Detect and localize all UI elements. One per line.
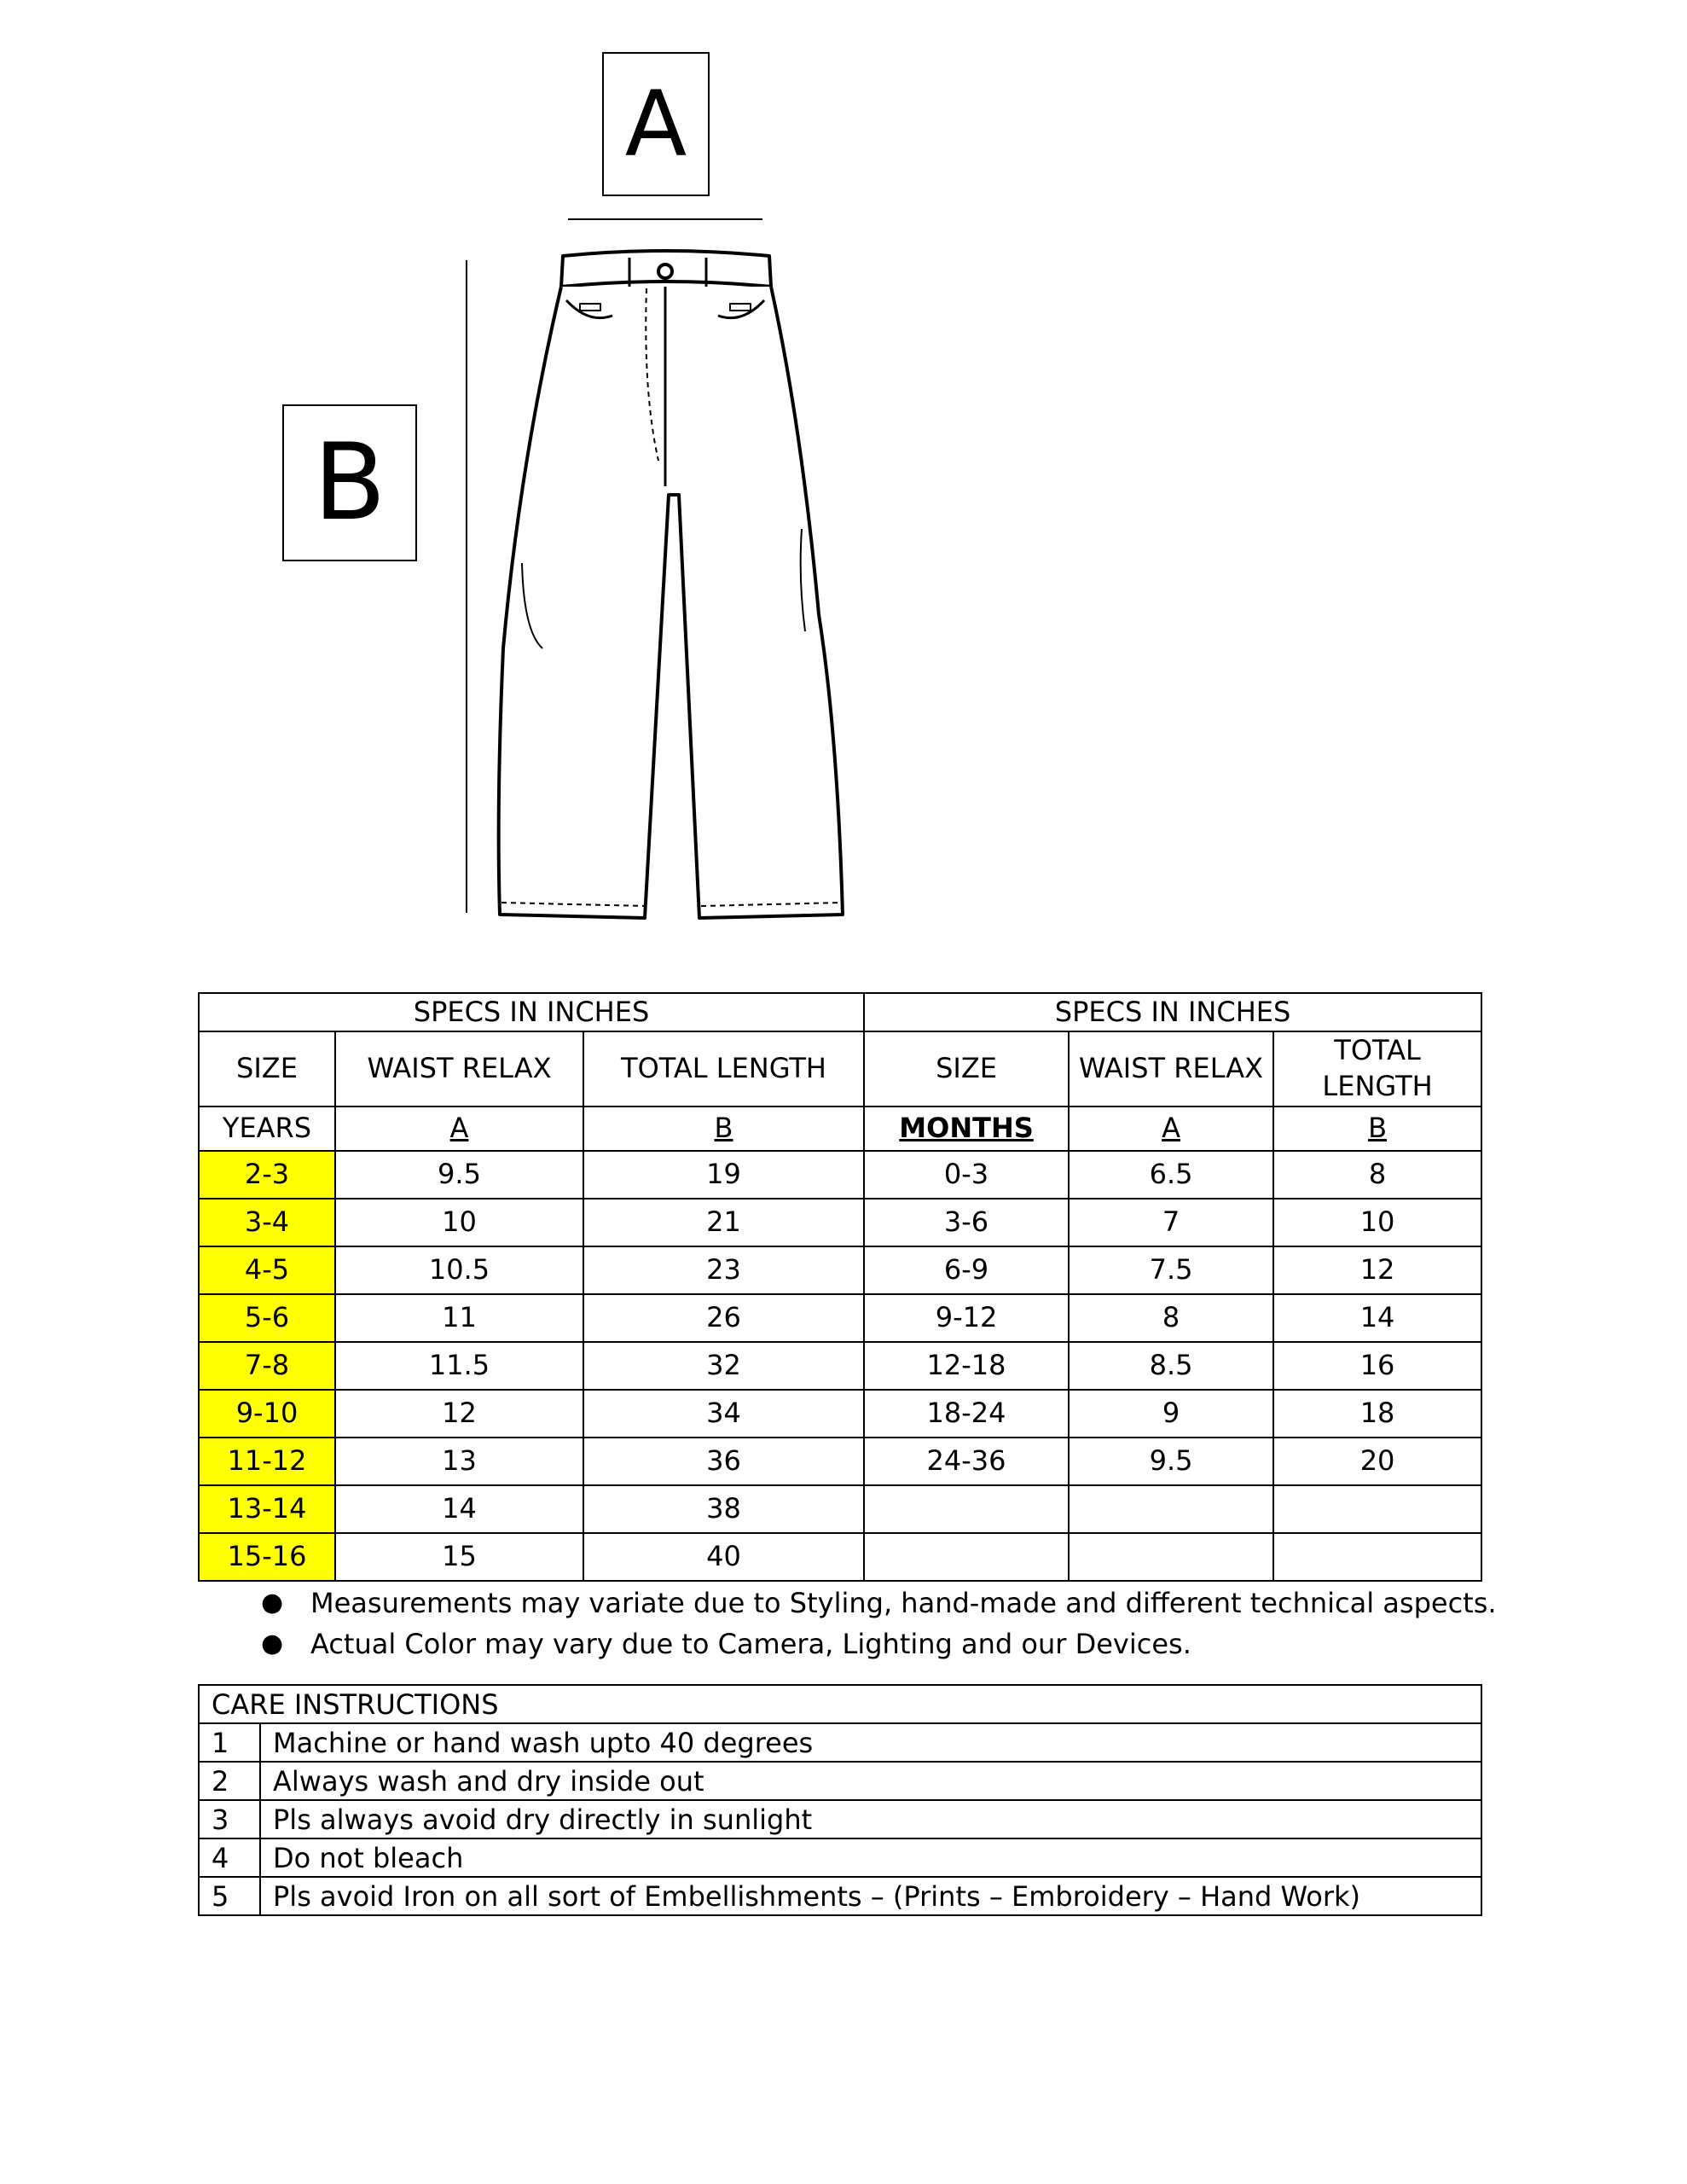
years-waist-cell: 11.5 [335, 1342, 583, 1390]
years-size-cell: 7-8 [199, 1342, 335, 1390]
size-specs-table [198, 992, 1482, 1582]
months-waist-cell: 8 [1069, 1294, 1273, 1342]
table-row [199, 1485, 1481, 1533]
years-length-cell: 32 [583, 1342, 864, 1390]
months-size-cell: 12-18 [864, 1342, 1069, 1390]
care-num: 3 [199, 1800, 260, 1838]
months-size-cell: 0-3 [864, 1151, 1069, 1199]
left-waist-code: A [335, 1107, 583, 1151]
table-row [199, 1838, 1481, 1877]
left-unit-years: YEARS [199, 1107, 335, 1151]
table-row [199, 1151, 1481, 1199]
table-row [199, 1800, 1481, 1838]
months-waist-cell: 9 [1069, 1390, 1273, 1438]
care-text: Always wash and dry inside out [260, 1762, 1481, 1800]
bullet-icon: ● [261, 1629, 284, 1658]
trousers-sketch [461, 205, 870, 956]
table-row [199, 1294, 1481, 1342]
left-col-waist: WAIST RELAX [335, 1031, 583, 1107]
years-size-cell: 5-6 [199, 1294, 335, 1342]
table-header-row [199, 993, 1481, 1031]
months-waist-cell: 7.5 [1069, 1246, 1273, 1294]
left-col-size: SIZE [199, 1031, 335, 1107]
table-row [199, 1342, 1481, 1390]
months-size-cell: 24-36 [864, 1438, 1069, 1485]
years-waist-cell: 15 [335, 1533, 583, 1581]
table-row [199, 1762, 1481, 1800]
months-size-cell: 9-12 [864, 1294, 1069, 1342]
right-col-length [1273, 1031, 1481, 1107]
months-length-cell: 8 [1273, 1151, 1481, 1199]
care-num: 2 [199, 1762, 260, 1800]
care-instructions-table [198, 1684, 1482, 1916]
months-length-cell: 18 [1273, 1390, 1481, 1438]
notes-list [256, 1583, 1497, 1664]
months-waist-cell: 6.5 [1069, 1151, 1273, 1199]
right-col-length-line1: TOTAL [1334, 1034, 1421, 1067]
label-b-text: B [313, 421, 386, 544]
care-text: Machine or hand wash upto 40 degrees [260, 1723, 1481, 1762]
months-length-cell: 10 [1273, 1199, 1481, 1246]
months-size-cell: 18-24 [864, 1390, 1069, 1438]
table-row [199, 1877, 1481, 1915]
right-col-length-line2: LENGTH [1322, 1070, 1433, 1102]
right-unit-months: MONTHS [864, 1107, 1069, 1151]
left-specs-header: SPECS IN INCHES [199, 993, 864, 1031]
left-length-code: B [583, 1107, 864, 1151]
right-length-code: B [1273, 1107, 1481, 1151]
years-waist-cell: 12 [335, 1390, 583, 1438]
measurement-label-b [282, 404, 417, 561]
bullet-icon: ● [261, 1588, 284, 1618]
table-row [199, 1199, 1481, 1246]
years-waist-cell: 10.5 [335, 1246, 583, 1294]
years-waist-cell: 13 [335, 1438, 583, 1485]
years-waist-cell: 11 [335, 1294, 583, 1342]
years-waist-cell: 14 [335, 1485, 583, 1533]
years-length-cell: 40 [583, 1533, 864, 1581]
note-text: Measurements may variate due to Styling, hand-made and different technical aspects. [310, 1587, 1497, 1619]
months-size-cell: 6-9 [864, 1246, 1069, 1294]
table-row [199, 1390, 1481, 1438]
months-waist-cell: 8.5 [1069, 1342, 1273, 1390]
months-length-cell [1273, 1485, 1481, 1533]
months-length-cell: 14 [1273, 1294, 1481, 1342]
column-header-row [199, 1031, 1481, 1107]
months-size-cell: 3-6 [864, 1199, 1069, 1246]
table-row [199, 1438, 1481, 1485]
years-length-cell: 19 [583, 1151, 864, 1199]
years-length-cell: 23 [583, 1246, 864, 1294]
years-size-cell: 11-12 [199, 1438, 335, 1485]
years-length-cell: 26 [583, 1294, 864, 1342]
months-length-cell [1273, 1533, 1481, 1581]
months-size-cell [864, 1485, 1069, 1533]
months-size-cell [864, 1533, 1069, 1581]
months-length-cell: 20 [1273, 1438, 1481, 1485]
care-title: CARE INSTRUCTIONS [199, 1685, 1481, 1723]
care-text: Do not bleach [260, 1838, 1481, 1877]
table-row [199, 1723, 1481, 1762]
years-size-cell: 15-16 [199, 1533, 335, 1581]
care-text: Pls avoid Iron on all sort of Embellishments – (Prints – Embroidery – Hand Work) [260, 1877, 1481, 1915]
care-text: Pls always avoid dry directly in sunlight [260, 1800, 1481, 1838]
years-length-cell: 36 [583, 1438, 864, 1485]
label-a-text: A [624, 71, 687, 177]
months-waist-cell [1069, 1485, 1273, 1533]
list-item [256, 1583, 1497, 1623]
years-size-cell: 2-3 [199, 1151, 335, 1199]
measurement-label-a [602, 52, 710, 196]
right-specs-header: SPECS IN INCHES [864, 993, 1481, 1031]
note-text: Actual Color may vary due to Camera, Lighting and our Devices. [310, 1628, 1191, 1660]
months-waist-cell [1069, 1533, 1273, 1581]
months-waist-cell: 7 [1069, 1199, 1273, 1246]
care-num: 1 [199, 1723, 260, 1762]
months-waist-cell: 9.5 [1069, 1438, 1273, 1485]
years-waist-cell: 9.5 [335, 1151, 583, 1199]
years-size-cell: 3-4 [199, 1199, 335, 1246]
care-num: 5 [199, 1877, 260, 1915]
years-waist-cell: 10 [335, 1199, 583, 1246]
table-row [199, 1533, 1481, 1581]
years-size-cell: 9-10 [199, 1390, 335, 1438]
right-waist-code: A [1069, 1107, 1273, 1151]
years-length-cell: 21 [583, 1199, 864, 1246]
care-num: 4 [199, 1838, 260, 1877]
years-length-cell: 34 [583, 1390, 864, 1438]
years-size-cell: 13-14 [199, 1485, 335, 1533]
right-col-size: SIZE [864, 1031, 1069, 1107]
list-item [256, 1623, 1497, 1664]
unit-row [199, 1107, 1481, 1151]
left-col-length: TOTAL LENGTH [583, 1031, 864, 1107]
years-size-cell: 4-5 [199, 1246, 335, 1294]
right-col-waist: WAIST RELAX [1069, 1031, 1273, 1107]
months-length-cell: 12 [1273, 1246, 1481, 1294]
care-title-row [199, 1685, 1481, 1723]
table-row [199, 1246, 1481, 1294]
months-length-cell: 16 [1273, 1342, 1481, 1390]
years-length-cell: 38 [583, 1485, 864, 1533]
